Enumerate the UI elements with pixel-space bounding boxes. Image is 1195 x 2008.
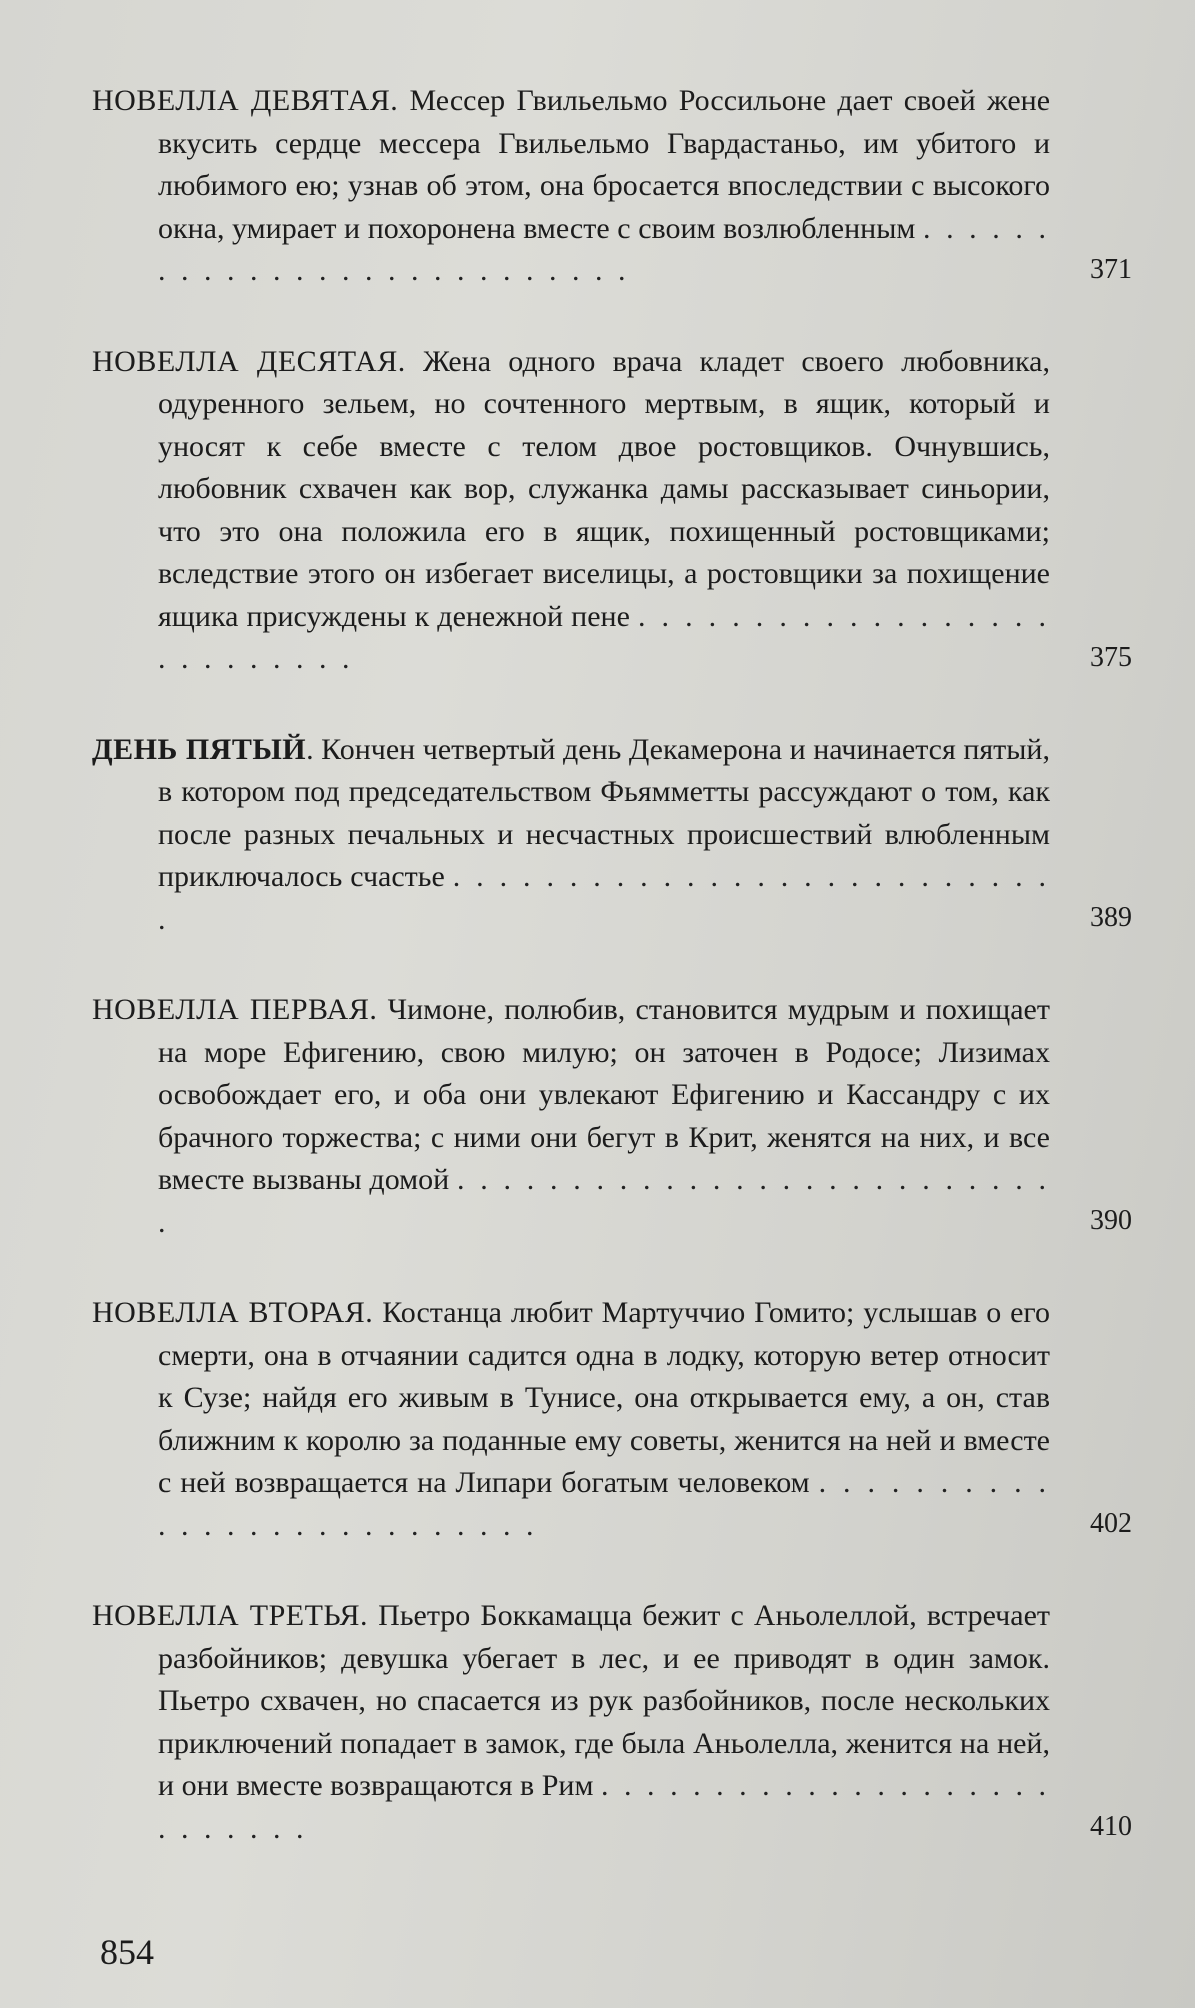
table-of-contents (92, 80, 1132, 1898)
toc-entry (92, 1292, 1132, 1547)
toc-entry-text (92, 1292, 1132, 1547)
toc-entry-text (92, 341, 1132, 681)
entry-heading: НОВЕЛЛА ВТОРАЯ. (92, 1296, 374, 1329)
dot-leader: . . . . . . . . . . . . . . . . . . . . . . . . . . . (158, 1163, 1051, 1239)
toc-entry (92, 80, 1132, 293)
dot-leader: . . . . . . . . . . . . . . . . . . . . . . . . . . . (158, 1769, 1051, 1845)
entry-description: Жена одного врача кладет своего любовника, одуренного зельем, но сочтенного мертвым, в ящик, который и уносят к себе вместе с телом двое ростовщиков. Очнувшись, любовник схвачен как вор, служанка дамы рассказывает синьории, что это она положила его в ящик, похищенный ростовщиками; вследствие этого он избегает виселицы, а ростовщики за похищение ящика присуждены к денежной пене (158, 344, 1050, 633)
entry-page-number: 371 (1090, 253, 1132, 285)
entry-description: Мессер Гвильельмо Россильоне дает своей жене вкусить сердце мессера Гвильельмо Гвардастаньо, им убитого и любимого ею; узнав об этом, она бросается впоследствии с высокого окна, умирает и похоронена вместе с своим возлюбленным (158, 84, 1051, 245)
dot-leader: . . . . . . . . . . . . . . . . . . . . . . . . . . . (158, 211, 1051, 287)
page-folio-number: 854 (100, 1932, 154, 1972)
entry-page-number: 390 (1090, 1205, 1132, 1236)
dot-leader: . . . . . . . . . . . . . . . . . . . . . . . . . . . (158, 599, 1050, 675)
entry-page-number: 402 (1090, 1508, 1132, 1539)
toc-entry (92, 1595, 1132, 1850)
entry-page-number: 375 (1090, 641, 1132, 673)
toc-entry (92, 989, 1132, 1244)
entry-heading: НОВЕЛЛА ТРЕТЬЯ. (92, 1599, 369, 1632)
entry-description: . Кончен четвертый день Декамерона и начинается пятый, в котором под председательством Фьямметты рассуждают о том, как после разных печальных и несчастных происшествий влюбленным приключалось счастье (158, 732, 1050, 893)
entry-heading: ДЕНЬ ПЯТЫЙ (92, 732, 307, 766)
dot-leader: . . . . . . . . . . . . . . . . . . . . . . . . . . . (158, 1466, 1050, 1542)
entry-heading: НОВЕЛЛА ДЕСЯТАЯ. (92, 344, 406, 378)
toc-entry (92, 729, 1132, 942)
entry-page-number: 410 (1090, 1811, 1132, 1842)
entry-page-number: 389 (1090, 902, 1132, 933)
toc-entry-text (92, 80, 1132, 293)
entry-heading: НОВЕЛЛА ПЕРВАЯ. (92, 993, 378, 1026)
entry-heading: НОВЕЛЛА ДЕВЯТАЯ. (92, 84, 399, 117)
entry-description: Чимоне, полюбив, становится мудрым и похищает на море Ефигению, свою милую; он заточен в Родосе; Лизимах освобождает его, и оба они увлекают Ефигению и Кассандру с их брачного торжества; с ними они бегут в Крит, женятся на них, и все вместе вызваны домой (158, 993, 1050, 1196)
toc-entry-text (92, 1595, 1132, 1850)
entry-description: Костанца любит Мартуччио Гомито; услышав о его смерти, она в отчаянии садится одна в лодку, которую ветер относит к Сузе; найдя его живым в Тунисе, она открывается ему, а он, став ближним к королю за поданные ему советы, женится на ней и вместе с ней возвращается на Липари богатым человеком (158, 1296, 1050, 1499)
toc-entry-text (92, 989, 1132, 1244)
dot-leader: . . . . . . . . . . . . . . . . . . . . . . . . . . . (158, 860, 1050, 936)
entry-description: Пьетро Боккамацца бежит с Аньолеллой, встречает разбойников; девушка убегает в лес, и ее приводят в один замок. Пьетро схвачен, но спасается из рук разбойников, после нескольких приключений попадает в замок, где была Аньолелла, женится на ней, и они вместе возвращаются в Рим (158, 1599, 1050, 1802)
toc-entry (92, 341, 1132, 681)
toc-entry-text (92, 729, 1132, 942)
